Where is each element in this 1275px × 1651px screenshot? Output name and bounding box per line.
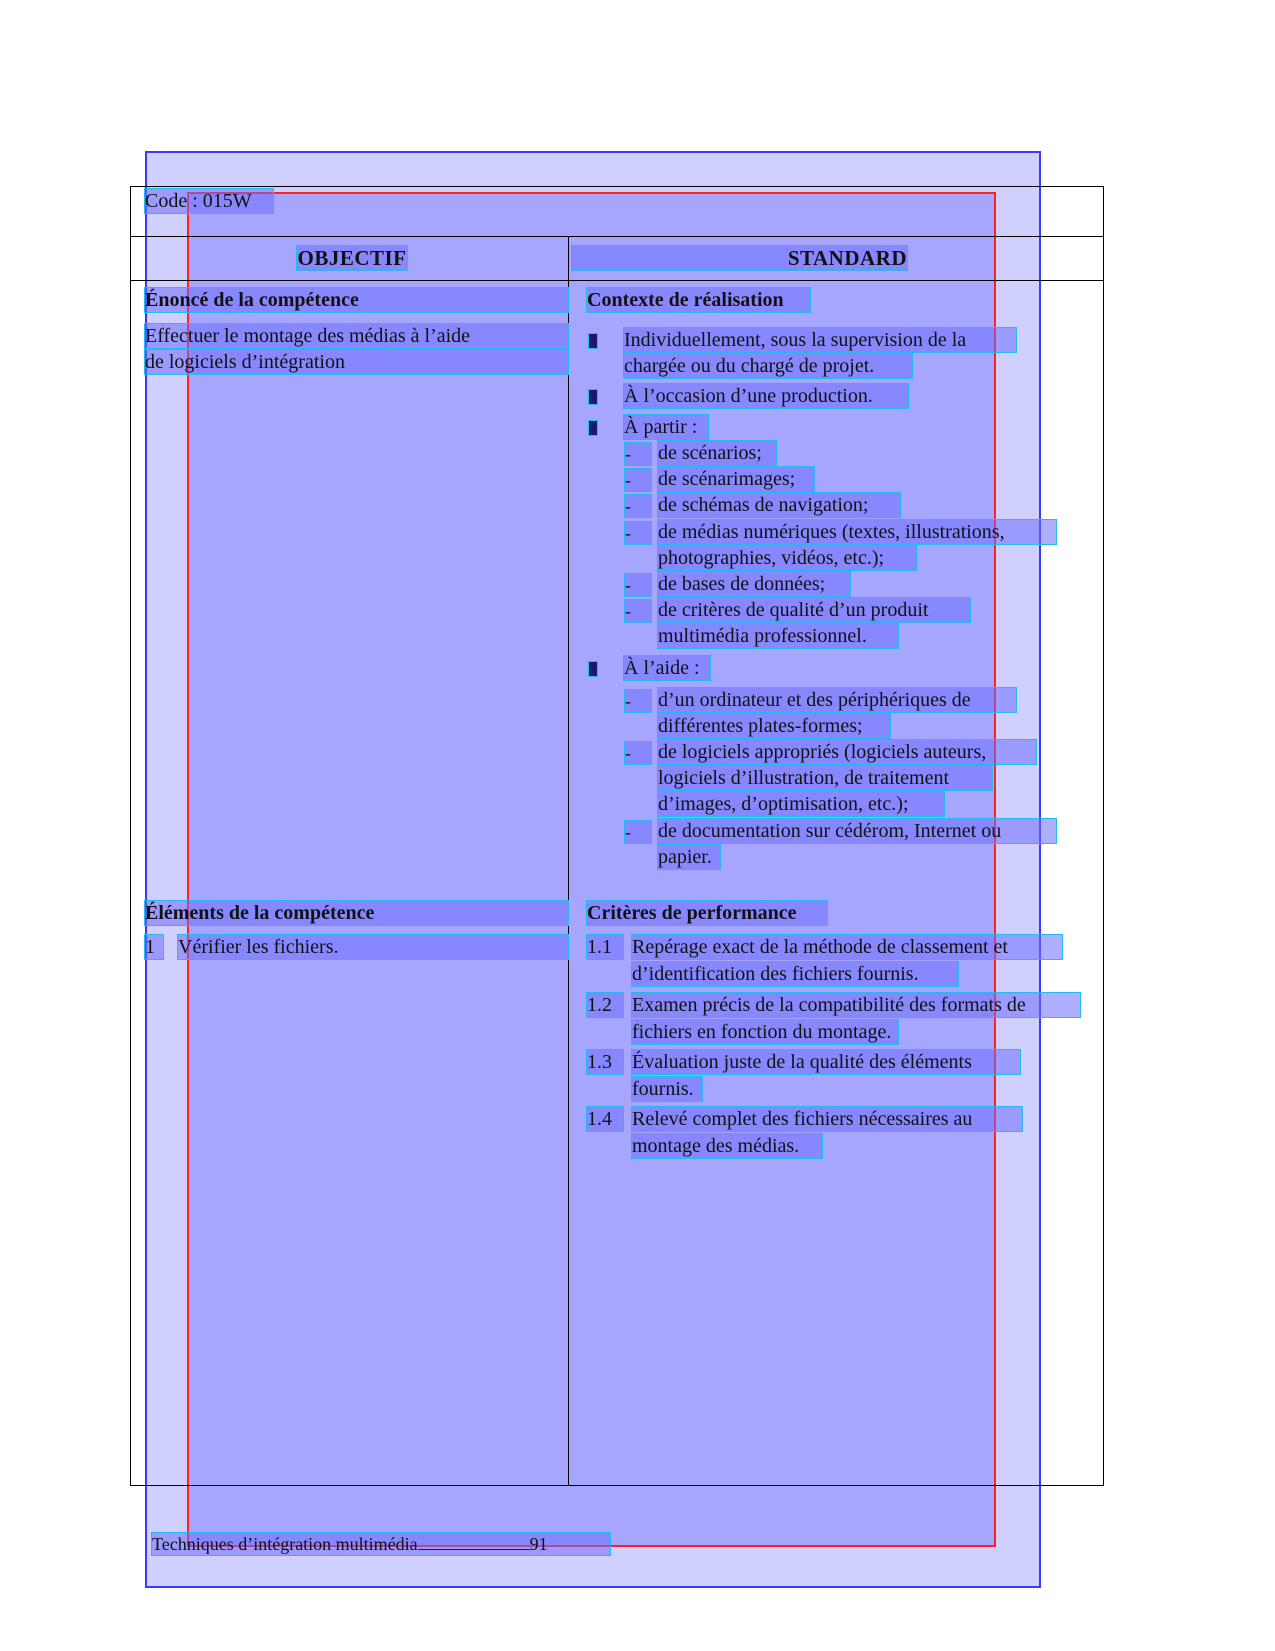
contexte-subitem: différentes plates-formes; <box>658 714 890 738</box>
contexte-subitem: de documentation sur cédérom, Internet ou <box>658 819 1056 843</box>
dash-icon: - <box>625 469 651 491</box>
contexte-subitem: de logiciels appropriés (logiciels auteurs, <box>658 740 1036 764</box>
code-label: Code : 015W <box>145 189 273 213</box>
contexte-subitem: de médias numériques (textes, illustrations, <box>658 520 1056 544</box>
header-objectif: OBJECTIF <box>297 246 407 270</box>
critere-line: Repérage exact de la méthode de classement et <box>632 935 1062 959</box>
contexte-subitem: d’un ordinateur et des périphériques de <box>658 688 1016 712</box>
critere-line: fichiers en fonction du montage. <box>632 1020 898 1044</box>
critere-line: Examen précis de la compatibilité des formats de <box>632 993 1080 1017</box>
critere-number: 1.1 <box>587 935 623 959</box>
contexte-subitem: de schémas de navigation; <box>658 493 900 517</box>
dash-icon: - <box>625 742 651 764</box>
contexte-subitem: papier. <box>658 845 720 869</box>
dash-icon: - <box>625 574 651 596</box>
dash-icon: - <box>625 821 651 843</box>
enonce-title: Énoncé de la compétence <box>145 288 568 312</box>
enonce-line: Effectuer le montage des médias à l’aide <box>145 324 568 348</box>
bullet-icon <box>589 662 597 676</box>
bullet-icon <box>589 421 597 435</box>
contexte-line: À l’aide : <box>624 656 710 680</box>
dash-icon: - <box>625 495 651 517</box>
contexte-title: Contexte de réalisation <box>587 288 810 312</box>
contexte-line: chargée ou du chargé de projet. <box>624 354 912 378</box>
contexte-subitem: multimédia professionnel. <box>658 624 898 648</box>
critere-line: Relevé complet des fichiers nécessaires au <box>632 1107 1022 1131</box>
contexte-subitem: de bases de données; <box>658 572 850 596</box>
critere-line: fournis. <box>632 1077 702 1101</box>
page-number: 91 <box>529 1534 548 1554</box>
contexte-subitem: de scénarios; <box>658 441 776 465</box>
element-text: Vérifier les fichiers. <box>178 935 568 959</box>
contexte-subitem: de critères de qualité d’un produit <box>658 598 970 622</box>
contexte-subitem: logiciels d’illustration, de traitement <box>658 766 992 790</box>
bullet-icon <box>589 390 597 404</box>
contexte-subitem: d’images, d’optimisation, etc.); <box>658 792 944 816</box>
footer-rule <box>418 1535 530 1550</box>
critere-number: 1.2 <box>587 993 623 1017</box>
table-divider-2 <box>130 280 1104 281</box>
table-divider-1 <box>130 236 1104 237</box>
critere-line: Évaluation juste de la qualité des éléments <box>632 1050 1020 1074</box>
footer-text: Techniques d’intégration multimédia <box>152 1534 418 1554</box>
critere-number: 1.4 <box>587 1107 623 1131</box>
elements-title: Éléments de la compétence <box>145 901 568 925</box>
enonce-line: de logiciels d’intégration <box>145 350 568 374</box>
contexte-subitem: de scénarimages; <box>658 467 814 491</box>
header-standard: STANDARD <box>572 246 907 270</box>
dash-icon: - <box>625 522 651 544</box>
element-number: 1 <box>145 935 163 959</box>
critere-number: 1.3 <box>587 1050 623 1074</box>
critere-line: d’identification des fichiers fournis. <box>632 962 958 986</box>
criteres-title: Critères de performance <box>587 901 827 925</box>
column-divider <box>568 236 569 1486</box>
dash-icon: - <box>625 443 651 465</box>
dash-icon: - <box>625 690 651 712</box>
contexte-line: À l’occasion d’une production. <box>624 384 908 408</box>
critere-line: montage des médias. <box>632 1134 822 1158</box>
bullet-icon <box>589 334 597 348</box>
contexte-line: Individuellement, sous la supervision de la <box>624 328 1016 352</box>
contexte-subitem: photographies, vidéos, etc.); <box>658 546 916 570</box>
contexte-line: À partir : <box>624 415 708 439</box>
dash-icon: - <box>625 600 651 622</box>
footer-title <box>152 1533 610 1555</box>
